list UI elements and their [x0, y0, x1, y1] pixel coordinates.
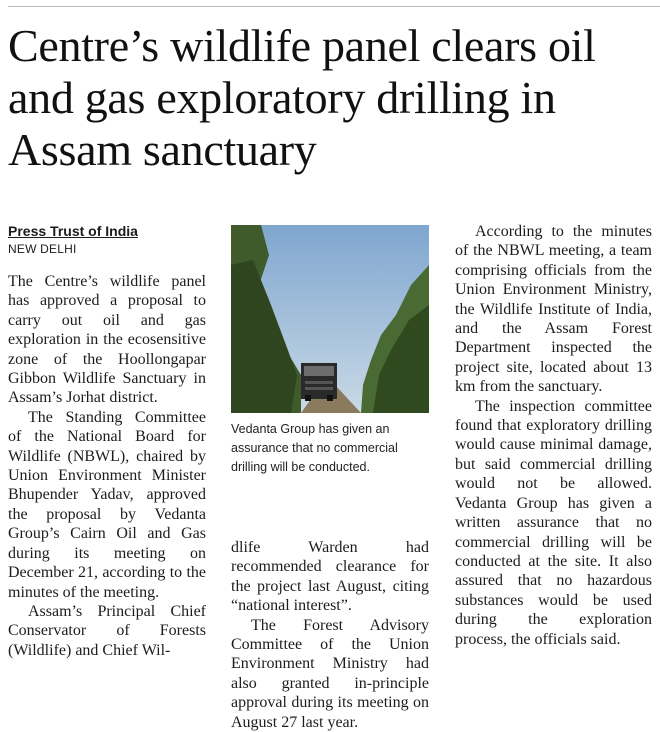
paragraph: The Centre’s wildlife panel has approved a proposal to carry out oil and gas exploration in the ecosensitive zone of the Hoollongapar Gibbon Wildlife Sanctuary in Assam’s Jorhat district. — [8, 273, 206, 407]
paragraph: The Standing Committee of the National Board for Wildlife (NBWL), chaired by Union Environment Minister Bhupender Yadav, approved the proposal by Vedanta Group’s Cairn Oil and Gas during its meeting on December 21, according to the minutes of the meeting. — [8, 408, 206, 601]
dateline: NEW DELHI — [8, 242, 77, 256]
article-photo — [231, 225, 429, 413]
headline: Centre’s wildlife panel clears oil and gas exploratory drilling in Assam sanctuary — [8, 20, 596, 175]
paragraph: dlife Warden had recommended clearance for the project last August, citing “national interest”. — [231, 539, 429, 615]
paragraph: Assam’s Principal Chief Conservator of Forests (Wildlife) and Chief Wil- — [8, 602, 206, 659]
paragraph: The Forest Advisory Committee of the Union Environment Ministry had also granted in-principle approval during its meeting on August 27 last year. — [231, 616, 429, 731]
byline[interactable]: Press Trust of India — [8, 223, 138, 239]
photo-caption: Vedanta Group has given an assurance that no commercial drilling will be conducted. — [231, 422, 398, 474]
paragraph: The inspection committee found that exploratory drilling would cause minimal damage, but said commercial drilling would not be allowed. Vedanta Group has given a written assurance that no commercial drilling will be conducted at the site. It also assured that no hazardous substances would be used during the exploration process, the officials said. — [455, 397, 652, 648]
column-2 — [231, 538, 429, 732]
column-3 — [455, 222, 652, 649]
top-rule — [8, 6, 660, 7]
column-1 — [8, 222, 206, 660]
paragraph: According to the minutes of the NBWL meeting, a team comprising officials from the Union Environment Ministry, the Wildlife Institute of India, and the Assam Forest Department inspected the project site, located about 13 km from the sanctuary. — [455, 223, 652, 396]
forest-road-truck-photo-icon — [231, 225, 429, 413]
